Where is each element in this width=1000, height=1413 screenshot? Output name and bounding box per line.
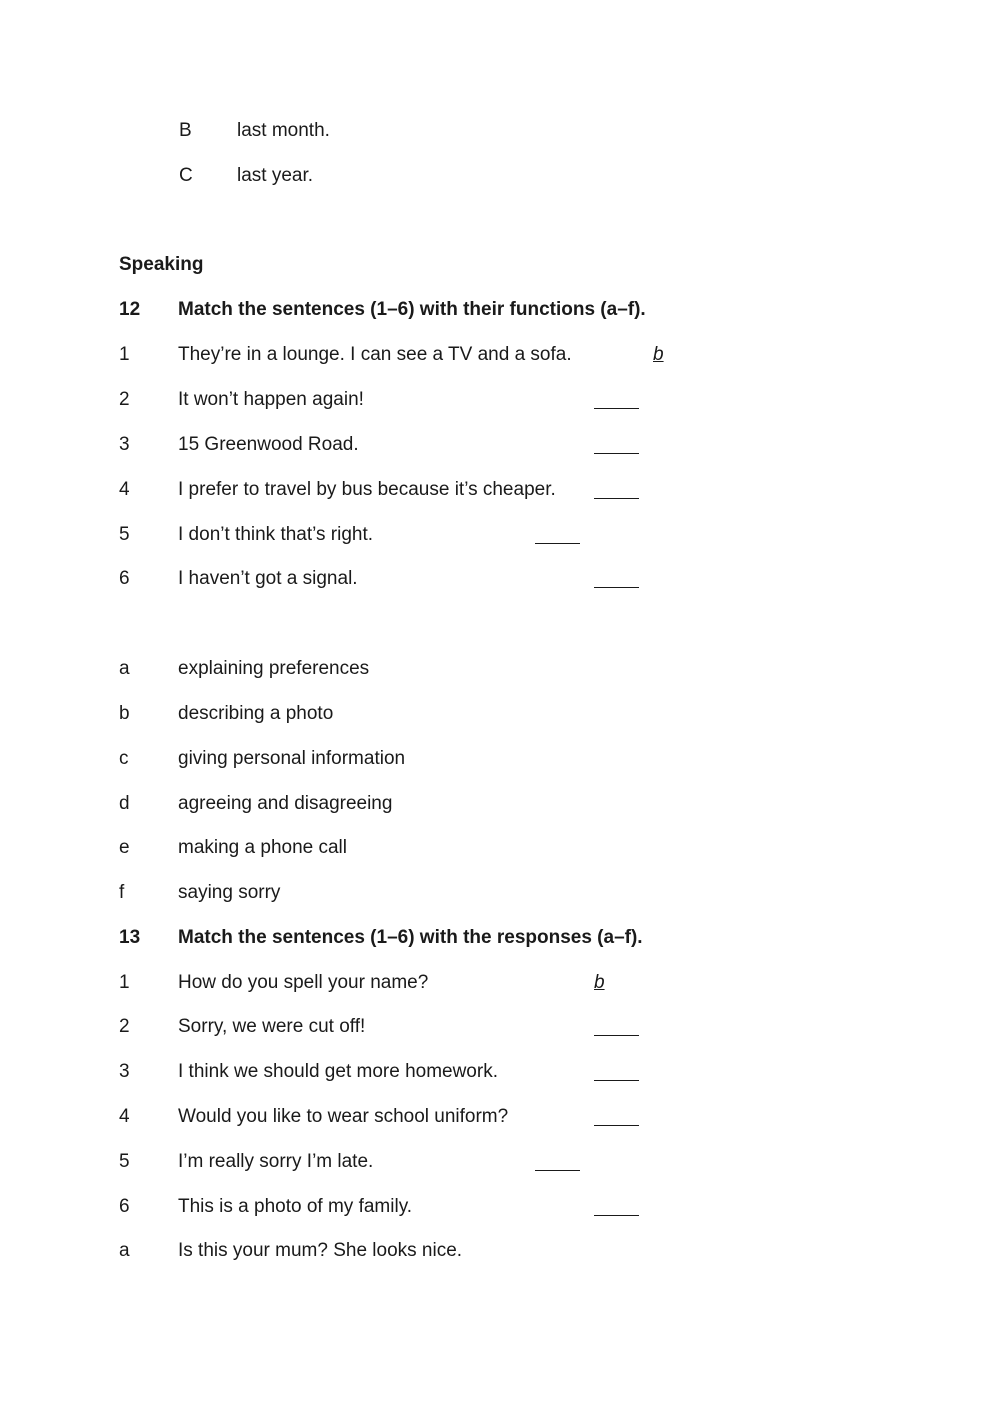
answer-blank[interactable] <box>594 498 639 499</box>
exercise-instruction: Match the sentences (1–6) with their functions (a–f). <box>178 299 646 320</box>
item-number: 2 <box>119 1016 130 1037</box>
answer-blank[interactable] <box>594 1125 639 1126</box>
item-number: 5 <box>119 1151 130 1172</box>
exercise-number: 13 <box>119 927 141 948</box>
item-sentence: I don’t think that’s right. <box>178 524 374 545</box>
answer-blank[interactable] <box>594 587 639 588</box>
option-text: agreeing and disagreeing <box>178 793 393 814</box>
option-text: giving personal information <box>178 748 406 769</box>
item-number: 1 <box>119 344 130 365</box>
item-sentence: Sorry, we were cut off! <box>178 1016 366 1037</box>
answer-blank[interactable] <box>594 1035 639 1036</box>
item-sentence: They’re in a lounge. I can see a TV and a sofa. <box>178 344 572 365</box>
item-sentence: 15 Greenwood Road. <box>178 434 359 455</box>
option-letter-b: B <box>179 120 192 141</box>
item-number: 6 <box>119 1196 130 1217</box>
option-letter: c <box>119 748 129 769</box>
item-number: 6 <box>119 568 130 589</box>
exercise-instruction: Match the sentences (1–6) with the responses (a–f). <box>178 927 643 948</box>
option-text: making a phone call <box>178 837 347 858</box>
option-text: last month. <box>237 120 330 141</box>
answer-blank[interactable] <box>594 453 639 454</box>
item-number: 2 <box>119 389 130 410</box>
item-sentence: How do you spell your name? <box>178 972 429 993</box>
answer-example: b <box>653 344 664 365</box>
item-sentence: I think we should get more homework. <box>178 1061 498 1082</box>
item-sentence: I’m really sorry I’m late. <box>178 1151 374 1172</box>
item-sentence: This is a photo of my family. <box>178 1196 413 1217</box>
answer-example: b <box>594 972 605 993</box>
option-text: explaining preferences <box>178 658 370 679</box>
item-number: 1 <box>119 972 130 993</box>
item-number: 5 <box>119 524 130 545</box>
answer-blank[interactable] <box>594 1080 639 1081</box>
answer-blank[interactable] <box>594 408 639 409</box>
option-text: last year. <box>237 165 314 186</box>
option-text: describing a photo <box>178 703 334 724</box>
exercise-number: 12 <box>119 299 141 320</box>
item-sentence: It won’t happen again! <box>178 389 364 410</box>
option-letter: d <box>119 793 130 814</box>
option-letter-c: C <box>179 165 193 186</box>
option-letter: b <box>119 703 130 724</box>
answer-blank[interactable] <box>535 543 580 544</box>
answer-blank[interactable] <box>535 1170 580 1171</box>
answer-blank[interactable] <box>594 1215 639 1216</box>
item-number: 3 <box>119 434 130 455</box>
item-number: 4 <box>119 479 130 500</box>
item-sentence: I haven’t got a signal. <box>178 568 358 589</box>
section-title: Speaking <box>119 254 204 275</box>
item-number: 4 <box>119 1106 130 1127</box>
option-letter: f <box>119 882 125 903</box>
item-sentence: I prefer to travel by bus because it’s cheaper. <box>178 479 556 500</box>
option-text: saying sorry <box>178 882 281 903</box>
option-letter: a <box>119 658 130 679</box>
item-number: 3 <box>119 1061 130 1082</box>
option-text: Is this your mum? She looks nice. <box>178 1240 463 1261</box>
option-letter: a <box>119 1240 130 1261</box>
option-letter: e <box>119 837 130 858</box>
item-sentence: Would you like to wear school uniform? <box>178 1106 509 1127</box>
